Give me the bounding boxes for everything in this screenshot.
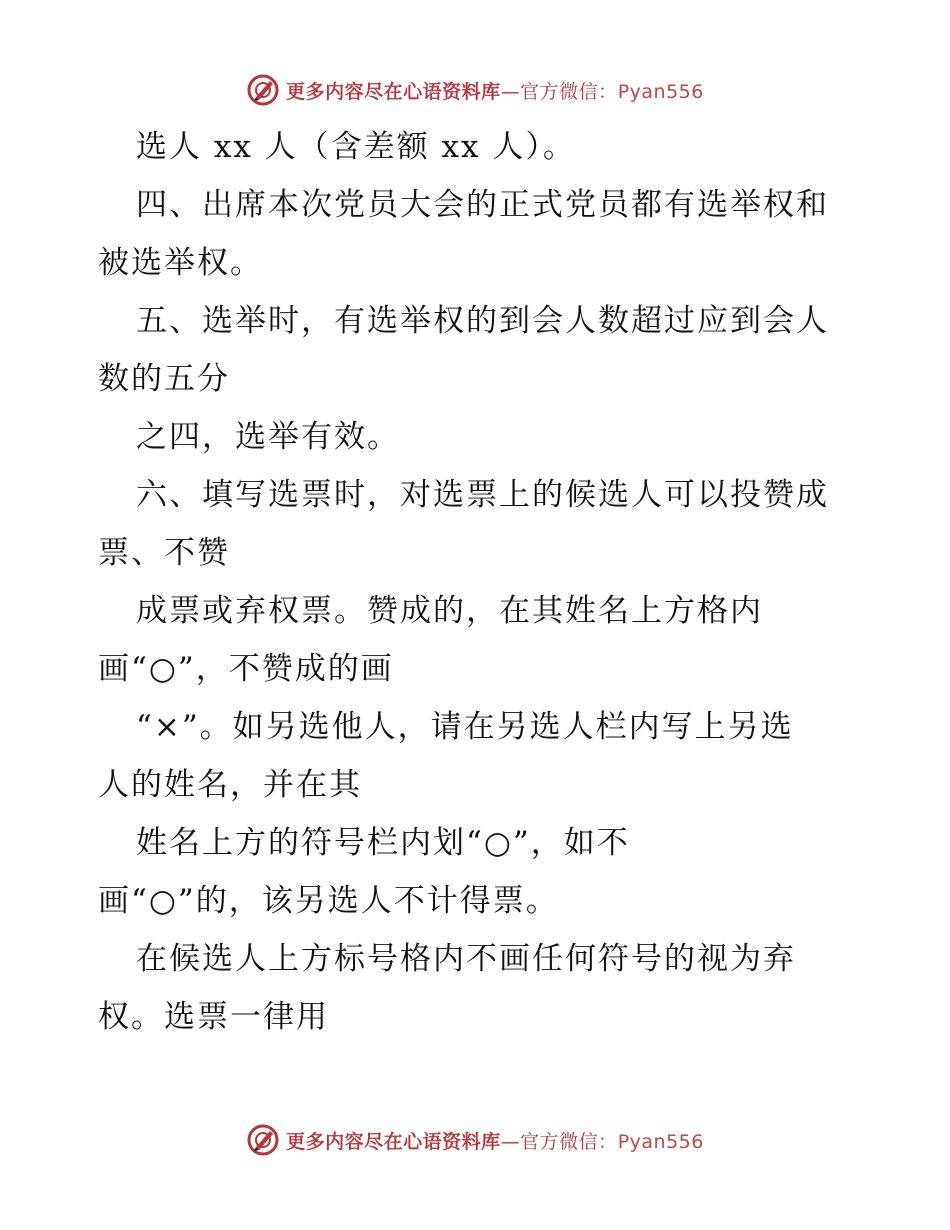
header-banner: [0, 70, 950, 110]
document-body: [98, 118, 858, 1046]
text-line: 在候选人上方标号格内不画任何符号的视为弃: [136, 941, 796, 977]
header-separator: —: [500, 80, 521, 103]
footer-banner: [0, 1120, 950, 1160]
text-line: 姓名上方的符号栏内划“○”，如不: [136, 825, 630, 861]
text-line: 画“○”的，该另选人不计得票。: [98, 883, 559, 919]
text-line: 人的姓名，并在其: [98, 767, 362, 803]
text-line: 六、填写选票时，对选票上的候选人可以投赞成: [136, 477, 829, 513]
text-line: 四、出席本次党员大会的正式党员都有选举权和: [136, 187, 829, 223]
text-line: 成票或弃权票。赞成的，在其姓名上方格内: [136, 593, 763, 629]
text-line: 数的五分: [98, 361, 230, 397]
header-banner-text: [286, 77, 704, 104]
text-line: 被选举权。: [98, 245, 263, 281]
pen-nib-logo-icon: [246, 73, 280, 107]
footer-banner-text: [286, 1127, 704, 1154]
header-wechat-label: 官方微信：: [520, 80, 618, 103]
text-line: 票、不赞: [98, 535, 230, 571]
footer-separator: —: [500, 1130, 521, 1153]
header-wechat-id: Pyan556: [617, 80, 704, 103]
text-line: “×”。如另选他人，请在另选人栏内写上另选: [136, 709, 794, 745]
text-line: 之四，选举有效。: [136, 419, 400, 455]
header-site-name: 更多内容尽在心语资料库: [286, 80, 501, 103]
pen-nib-logo-icon: [246, 1123, 280, 1157]
footer-site-name: 更多内容尽在心语资料库: [286, 1130, 501, 1153]
footer-wechat-label: 官方微信：: [520, 1130, 618, 1153]
text-line: 画“○”，不赞成的画: [98, 651, 394, 687]
text-line: 选人 xx 人（含差额 xx 人）。: [136, 129, 576, 165]
text-line: 权。选票一律用: [98, 999, 329, 1035]
footer-wechat-id: Pyan556: [617, 1130, 704, 1153]
text-line: 五、选举时，有选举权的到会人数超过应到会人: [136, 303, 829, 339]
